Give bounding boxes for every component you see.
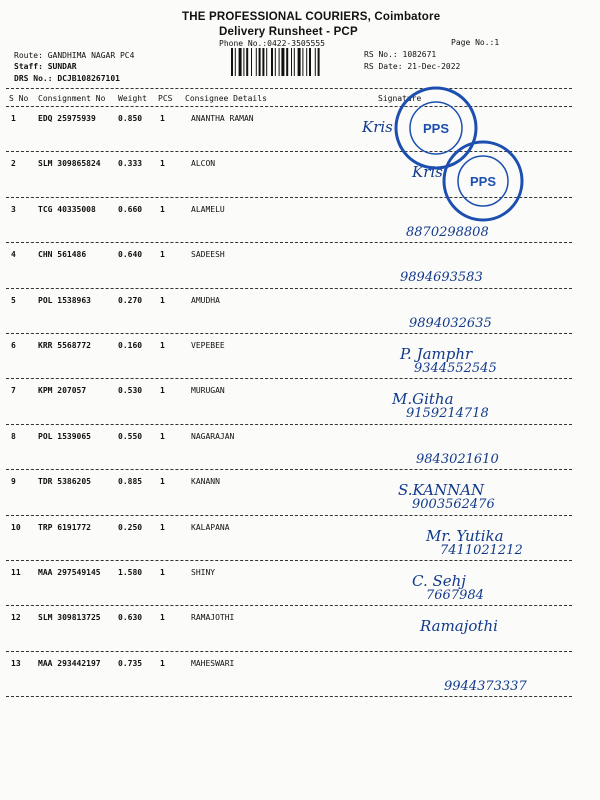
row-pcs: 1	[160, 522, 165, 532]
signature-name: Kris	[362, 118, 393, 136]
row-weight: 0.850	[118, 114, 143, 123]
drs-number: DRS No.: DCJB108267101	[14, 74, 120, 83]
row-consignment-no: KPM 207057	[38, 386, 87, 396]
stamp-center-2: PPS	[469, 174, 497, 189]
row-consignee: KANANN	[191, 477, 220, 487]
row-consignment-no: POL 1539065	[38, 431, 91, 441]
col-pcs: PCS	[158, 94, 173, 103]
signature-name: P. Jamphr	[400, 345, 473, 363]
row-consignee: ANANTHA RAMAN	[191, 114, 254, 123]
row-weight: 0.270	[118, 295, 143, 305]
row-consignee: RAMAJOTHI	[191, 613, 235, 623]
row-sno: 11	[11, 568, 21, 577]
row-divider	[6, 696, 572, 697]
company-name: THE PROFESSIONAL COURIERS, Coimbatore	[182, 11, 441, 23]
signature-phone: 9944373337	[444, 678, 527, 694]
row-pcs: 1	[160, 295, 165, 305]
row-pcs: 1	[160, 204, 165, 214]
col-consignee: Consignee Details	[185, 94, 267, 103]
row-sno: 13	[11, 658, 21, 668]
row-weight: 0.640	[118, 250, 143, 260]
signature-phone: 9894693583	[400, 270, 483, 286]
col-signature: Signature	[378, 94, 422, 103]
row-consignment-no: SLM 309865824	[38, 159, 101, 169]
row-consignment-no: CHN 561486	[38, 250, 87, 260]
row-consignment-no: POL 1538963	[38, 295, 91, 305]
row-consignee: SADEESH	[191, 250, 225, 260]
row-consignee: MURUGAN	[191, 386, 225, 396]
stamp-center: PPS	[422, 121, 450, 136]
row-consignment-no: KRR 5568772	[38, 341, 91, 350]
row-sno: 2	[11, 159, 16, 169]
row-weight: 0.885	[118, 477, 143, 487]
row-consignee: NAGARAJAN	[191, 431, 235, 441]
phone-number: Phone No.:0422-3505555	[219, 39, 325, 48]
row-pcs: 1	[160, 341, 165, 350]
page-number: Page No.:1	[451, 38, 500, 47]
row-sno: 3	[11, 204, 16, 214]
signature-name: Ramajothi	[420, 617, 498, 636]
row-sno: 12	[11, 613, 21, 623]
row-weight: 0.735	[118, 658, 143, 668]
header-top-rule	[6, 88, 572, 89]
signature-name: C. Sehj	[412, 572, 466, 590]
row-consignee: KALAPANA	[191, 522, 230, 532]
signature-phone: 9344552545	[414, 361, 497, 376]
row-divider	[6, 651, 572, 652]
row-consignment-no: TRP 6191772	[38, 522, 91, 532]
row-divider	[6, 560, 572, 561]
row-sno: 8	[11, 431, 16, 441]
row-sno: 5	[11, 295, 16, 305]
row-weight: 0.250	[118, 522, 143, 532]
barcode	[231, 48, 357, 76]
header-bottom-rule	[6, 106, 572, 107]
signature-phone: 7667984	[426, 588, 484, 603]
route: Route: GANDHIMA NAGAR PC4	[14, 51, 135, 60]
row-consignment-no: TCG 40335008	[38, 204, 96, 214]
row-pcs: 1	[160, 250, 165, 260]
row-pcs: 1	[160, 658, 165, 668]
signature-phone: 9003562476	[412, 497, 495, 513]
signature-phone: 8870298808	[406, 224, 489, 240]
col-consignment: Consignment No	[38, 94, 106, 103]
signature-name: Kris	[412, 163, 443, 182]
row-divider	[6, 333, 572, 334]
row-weight: 1.580	[118, 568, 143, 577]
row-pcs: 1	[160, 477, 165, 487]
row-consignee: VEPEBEE	[191, 341, 225, 350]
row-weight: 0.333	[118, 159, 143, 169]
signature-phone: 9894032635	[409, 315, 492, 331]
row-sno: 10	[11, 522, 21, 532]
signature-name: Mr. Yutika	[426, 526, 504, 545]
row-weight: 0.530	[118, 386, 143, 396]
row-sno: 4	[11, 250, 16, 260]
signature-phone: 9159214718	[406, 406, 489, 422]
row-weight: 0.630	[118, 613, 143, 623]
row-consignment-no: TDR 5386205	[38, 477, 91, 487]
col-sno: S No	[9, 94, 29, 103]
signature-name: M.Githa	[392, 390, 454, 409]
row-consignment-no: EDQ 25975939	[38, 114, 96, 123]
row-pcs: 1	[160, 431, 165, 441]
row-divider	[6, 288, 572, 289]
row-divider	[6, 515, 572, 516]
row-divider	[6, 605, 572, 606]
row-consignment-no: MAA 297549145	[38, 568, 101, 577]
row-pcs: 1	[160, 613, 165, 623]
row-consignment-no: MAA 293442197	[38, 658, 101, 668]
row-divider	[6, 469, 572, 470]
row-divider	[6, 378, 572, 379]
row-pcs: 1	[160, 568, 165, 577]
row-sno: 7	[11, 386, 16, 396]
row-pcs: 1	[160, 114, 165, 123]
row-consignee: MAHESWARI	[191, 658, 235, 668]
staff: Staff: SUNDAR	[14, 62, 77, 71]
row-sno: 9	[11, 477, 16, 487]
row-sno: 6	[11, 341, 16, 350]
rs-date: RS Date: 21-Dec-2022	[364, 62, 461, 71]
signature-name: S.KANNAN	[398, 481, 485, 500]
row-consignee: ALAMELU	[191, 204, 225, 214]
verification-stamp-2	[440, 138, 526, 224]
row-pcs: 1	[160, 386, 165, 396]
row-weight: 0.550	[118, 431, 143, 441]
row-divider	[6, 242, 572, 243]
signature-phone: 7411021212	[440, 542, 523, 558]
row-consignee: AMUDHA	[191, 295, 220, 305]
runsheet-title: Delivery Runsheet - PCP	[219, 26, 358, 38]
col-weight: Weight	[118, 94, 147, 103]
rs-number: RS No.: 1082671	[364, 50, 437, 59]
signature-phone: 9843021610	[416, 451, 499, 467]
row-consignee: SHINY	[191, 568, 216, 577]
row-consignee: ALCON	[191, 159, 216, 169]
row-divider	[6, 424, 572, 425]
row-weight: 0.660	[118, 204, 143, 214]
row-pcs: 1	[160, 159, 165, 169]
row-consignment-no: SLM 309813725	[38, 613, 101, 623]
row-weight: 0.160	[118, 341, 143, 350]
row-sno: 1	[11, 114, 16, 123]
